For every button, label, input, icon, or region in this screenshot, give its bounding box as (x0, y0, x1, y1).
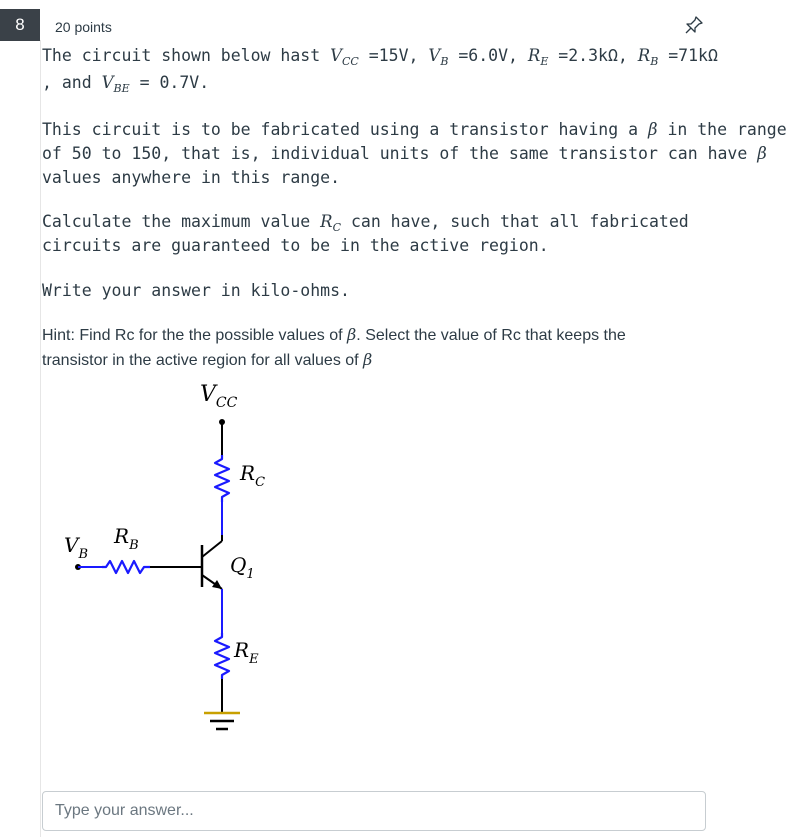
emitter-arrow (212, 580, 222, 589)
rc-subscript: C (332, 221, 342, 234)
re-subscript: E (540, 55, 549, 68)
pin-icon[interactable] (684, 15, 704, 35)
para3-line2-text: circuits are guaranteed to be in the active region. (42, 236, 549, 255)
hint-part-1: Hint: Find Rc for the the possible values of (42, 327, 348, 344)
rb-subscript: B (650, 55, 659, 68)
question-number: 8 (0, 9, 40, 41)
para2-line1-prefix: This circuit is to be fabricated using a transistor having a (42, 120, 648, 139)
beta-symbol: β (647, 120, 658, 139)
re-resistor (215, 633, 229, 679)
vbe-value: = 0.7V. (129, 73, 210, 92)
rb-symbol: R (637, 46, 651, 65)
circuit-diagram (40, 375, 340, 755)
vb-subscript: B (440, 55, 449, 68)
intro-line2-prefix: , and (42, 73, 102, 92)
re-value: =2.3kΩ, (548, 46, 638, 65)
q1-label: $Q_1$ (230, 553, 255, 582)
vb-label: $V_B$ (64, 533, 89, 562)
answer-input[interactable] (42, 791, 706, 831)
rc-label: $R_C$ (240, 461, 266, 490)
rc-resistor (215, 455, 229, 502)
beta-symbol: β (757, 144, 767, 163)
vcc-label: $V_{CC}$ (200, 382, 238, 411)
vbe-symbol: V (101, 73, 114, 92)
vcc-symbol: V (330, 46, 343, 65)
para4 (42, 279, 350, 303)
para2-line2-prefix: of 50 to 150, that is, individual units of the same transistor can have (42, 144, 758, 163)
vcc-value: =15V, (358, 46, 429, 65)
rb-value: =71kΩ (658, 46, 718, 65)
para4-text: Write your answer in kilo-ohms. (42, 281, 350, 300)
vb-value: =6.0V, (448, 46, 528, 65)
intro-line-2 (42, 71, 209, 101)
para3-line1-suffix: can have, such that all fabricated (341, 212, 689, 231)
intro-prefix: The circuit shown below hast (42, 46, 331, 65)
rb-label: $R_B$ (114, 524, 139, 553)
re-label: $R_E$ (234, 638, 259, 667)
transistor-collector-leg (202, 541, 222, 557)
beta-symbol: β (347, 325, 357, 344)
para2-line-3 (42, 166, 340, 190)
vbe-subscript: BE (113, 82, 130, 95)
re-symbol: R (527, 46, 541, 65)
vb-symbol: V (428, 46, 441, 65)
para3-line1-prefix: Calculate the maximum value (42, 212, 321, 231)
rb-resistor (102, 561, 150, 573)
hint-text (42, 323, 692, 373)
para2-line-1 (42, 118, 787, 142)
para3-line-2 (42, 234, 549, 258)
intro-line-1 (42, 44, 718, 74)
para2-line1-suffix: in the range (657, 120, 787, 139)
rc-symbol: R (320, 212, 333, 231)
para2-line-2 (42, 142, 767, 166)
vcc-subscript: CC (342, 55, 359, 68)
beta-symbol: β (363, 350, 373, 369)
para2-line3-text: values anywhere in this range. (42, 168, 341, 187)
hint-part-2: . Select the value of Rc that keeps the transistor in the active region for all values of (42, 327, 626, 369)
question-points: 20 points (55, 19, 112, 35)
